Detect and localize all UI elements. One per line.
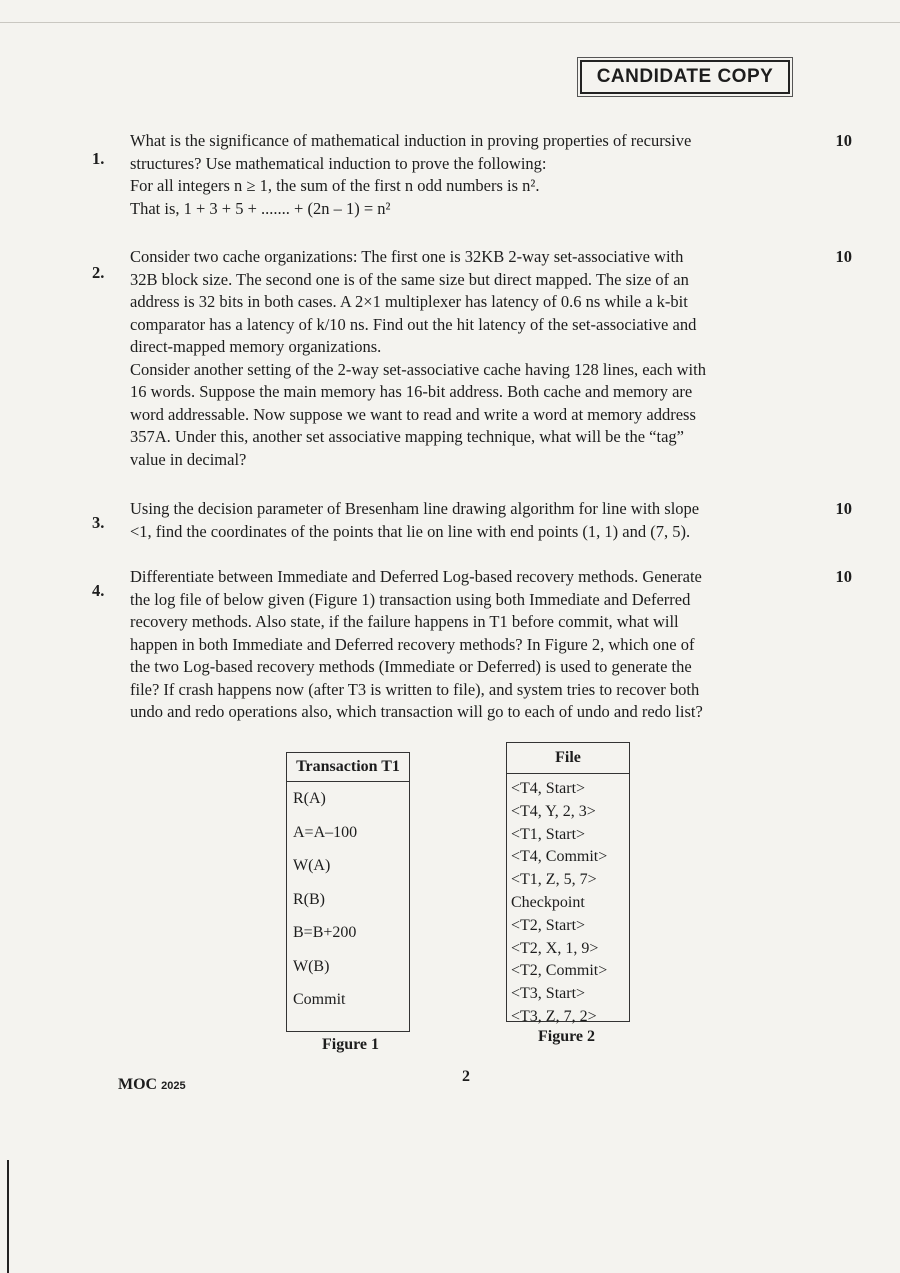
question-line: <1, find the coordinates of the points that lie on line with end points (1, 1) and (7, 5). xyxy=(130,521,691,541)
question-number: 2. xyxy=(92,263,105,282)
question-line: comparator has a latency of k/10 ns. Find out the hit latency of the set-associative and xyxy=(130,314,697,334)
top-rule xyxy=(0,22,900,23)
figure-1-header: Transaction T1 xyxy=(287,753,409,782)
log-record: <T4, Y, 2, 3> xyxy=(511,802,596,820)
question-line: word addressable. Now suppose we want to read and write a word at memory address xyxy=(130,404,696,424)
question-line: Using the decision parameter of Bresenham line drawing algorithm for line with slope xyxy=(130,499,700,518)
question-marks: 10 xyxy=(835,499,852,518)
figure-2-header: File xyxy=(507,743,629,774)
question-line: the log file of below given (Figure 1) transaction using both Immediate and Deferred xyxy=(130,589,691,609)
question-line: For all integers n ≥ 1, the sum of the first n odd numbers is n². xyxy=(130,176,540,195)
log-record: <T2, Start> xyxy=(511,916,586,934)
question-line: structures? Use mathematical induction to prove the following: xyxy=(130,153,547,173)
question-body xyxy=(130,246,770,471)
transaction-step: Commit xyxy=(293,991,346,1008)
log-record: <T2, Commit> xyxy=(511,962,608,980)
question-line: direct-mapped memory organizations. xyxy=(130,337,382,356)
transaction-step: R(A) xyxy=(293,790,326,807)
question-line: Differentiate between Immediate and Deferred Log-based recovery methods. Generate xyxy=(130,567,702,586)
question-line: value in decimal? xyxy=(130,449,247,469)
candidate-copy-badge: CANDIDATE COPY xyxy=(580,60,790,94)
question-line: happen in both Immediate and Deferred recovery methods? In Figure 2, which one of xyxy=(130,634,695,654)
log-record: <T4, Start> xyxy=(511,780,586,797)
transaction-step: R(B) xyxy=(293,890,325,908)
figure-2-rows xyxy=(507,774,629,1029)
question-line: 357A. Under this, another set associative mapping technique, what will be the “tag” xyxy=(130,427,684,446)
footer-exam-code xyxy=(118,1076,186,1094)
question-line: 32B block size. The second one is of the same size but direct mapped. The size of an xyxy=(130,269,689,289)
question-line: address is 32 bits in both cases. A 2×1 multiplexer has latency of 0.6 ns while a k-bit xyxy=(130,292,688,311)
question-line: undo and redo operations also, which transaction will go to each of undo and redo list? xyxy=(130,702,703,721)
question-line: Consider another setting of the 2-way set-associative cache having 128 lines, each with xyxy=(130,359,706,379)
question-body xyxy=(130,498,770,543)
question-line: recovery methods. Also state, if the failure happens in T1 before commit, what will xyxy=(130,612,679,631)
question-number: 4. xyxy=(92,581,105,600)
question-line: file? If crash happens now (after T3 is written to file), and system tries to recover both xyxy=(130,679,700,699)
log-record: <T1, Start> xyxy=(511,825,586,843)
transaction-step: W(B) xyxy=(293,957,330,975)
figure-1-rows xyxy=(287,782,409,1017)
page-number: 2 xyxy=(462,1068,470,1085)
question-line: That is, 1 + 3 + 5 + ....... + (2n – 1) = n² xyxy=(130,198,391,218)
figure-2-file-box xyxy=(506,742,630,1025)
figure-1-caption: Figure 1 xyxy=(322,1036,380,1053)
exam-code: MOC xyxy=(118,1076,158,1093)
figure-1-transaction-box xyxy=(286,752,410,1032)
log-record: Checkpoint xyxy=(511,893,585,911)
transaction-step: B=B+200 xyxy=(293,924,357,941)
figure-2-caption: Figure 2 xyxy=(538,1028,596,1045)
question-body xyxy=(130,130,770,220)
exam-year: 2025 xyxy=(161,1080,186,1092)
question-line: the two Log-based recovery methods (Immediate or Deferred) is used to generate the xyxy=(130,657,692,676)
log-record: <T3, Start> xyxy=(511,985,586,1003)
log-record: <T1, Z, 5, 7> xyxy=(511,871,597,889)
left-margin-bar xyxy=(7,1160,9,1273)
transaction-step: A=A–100 xyxy=(293,823,358,841)
log-record: <T4, Commit> xyxy=(511,848,608,866)
question-marks: 10 xyxy=(835,247,852,266)
log-record: <T3, Z, 7, 2> xyxy=(511,1007,597,1025)
transaction-step: W(A) xyxy=(293,857,331,874)
question-marks: 10 xyxy=(835,131,852,150)
log-record: <T2, X, 1, 9> xyxy=(511,939,599,957)
question-number: 1. xyxy=(92,149,105,168)
question-marks: 10 xyxy=(835,567,852,586)
question-line: What is the significance of mathematical induction in proving properties of recursive xyxy=(130,131,692,150)
question-line: 16 words. Suppose the main memory has 16-bit address. Both cache and memory are xyxy=(130,382,693,401)
question-number: 3. xyxy=(92,513,105,532)
question-body xyxy=(130,566,770,724)
question-line: Consider two cache organizations: The first one is 32KB 2-way set-associative with xyxy=(130,247,684,266)
